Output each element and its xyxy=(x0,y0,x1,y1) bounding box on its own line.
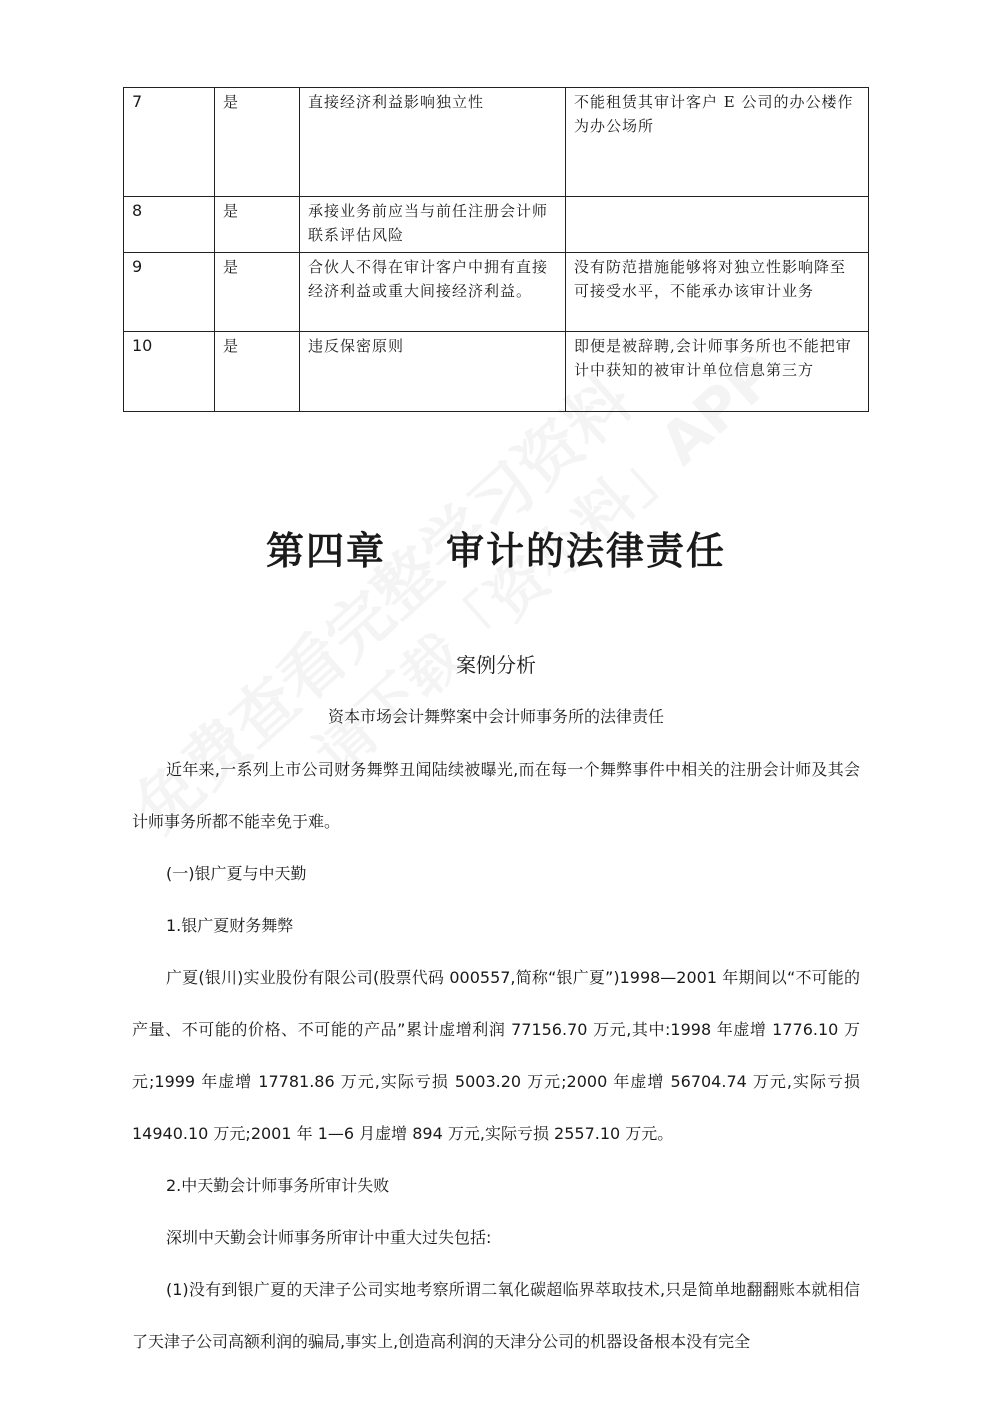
chapter-number: 第四章 xyxy=(265,529,386,573)
row-answer: 是 xyxy=(215,253,300,332)
paragraph: 深圳中天勤会计师事务所审计中重大过失包括: xyxy=(166,1228,492,1247)
row-advice: 没有防范措施能够将对独立性影响降至可接受水平，不能承办该审计业务 xyxy=(566,253,869,332)
row-reason: 承接业务前应当与前任注册会计师联系评估风险 xyxy=(300,197,566,253)
row-advice: 不能租赁其审计客户 E 公司的办公楼作为办公场所 xyxy=(566,88,869,197)
row-answer: 是 xyxy=(215,332,300,412)
row-advice xyxy=(566,197,869,253)
chapter-name: 审计的法律责任 xyxy=(446,529,727,573)
paragraph: 广夏(银川)实业股份有限公司(股票代码 000557,简称“银广夏”)1998—2001 年期间以“不可能的产量、不可能的价格、不可能的产品”累计虚增利润 77156.70 万元,其中:1998 年虚增 1776.10 万元;1999 年虚增 17781.86 万元,实际亏损 5003.20 万元;2000 年虚增 56704.74 万元,实际亏损 14940.10 万元;2001 年 1—6 月虚增 894 万元,实际亏损 2557.10 万元。 xyxy=(132,968,860,1143)
table-row xyxy=(124,332,869,412)
row-reason: 直接经济利益影响独立性 xyxy=(300,88,566,197)
section-subtitle: 资本市场会计舞弊案中会计师事务所的法律责任 xyxy=(327,707,664,726)
paragraph: 1.银广夏财务舞弊 xyxy=(166,916,294,935)
table-row xyxy=(124,88,869,197)
independence-table xyxy=(123,87,869,412)
row-reason: 合伙人不得在审计客户中拥有直接经济利益或重大间接经济利益。 xyxy=(300,253,566,332)
table-row xyxy=(124,253,869,332)
row-advice: 即便是被辞聘,会计师事务所也不能把审计中获知的被审计单位信息第三方 xyxy=(566,332,869,412)
row-answer: 是 xyxy=(215,197,300,253)
body-text xyxy=(132,744,860,1368)
paragraph: (1)没有到银广夏的天津子公司实地考察所谓二氧化碳超临界萃取技术,只是简单地翻翻账本就相信了天津子公司高额利润的骗局,事实上,创造高利润的天津分公司的机器设备根本没有完全 xyxy=(132,1280,860,1351)
chapter-title xyxy=(0,520,992,575)
row-answer: 是 xyxy=(215,88,300,197)
section-heading: 案例分析 xyxy=(456,653,536,677)
table-row xyxy=(124,197,869,253)
row-number: 10 xyxy=(124,332,215,412)
paragraph: 2.中天勤会计师事务所审计失败 xyxy=(166,1176,390,1195)
row-number: 9 xyxy=(124,253,215,332)
row-number: 7 xyxy=(124,88,215,197)
row-number: 8 xyxy=(124,197,215,253)
row-reason: 违反保密原则 xyxy=(300,332,566,412)
paragraph: (一)银广夏与中天勤 xyxy=(166,864,307,883)
paragraph: 近年来,一系列上市公司财务舞弊丑闻陆续被曝光,而在每一个舞弊事件中相关的注册会计师及其会计师事务所都不能幸免于难。 xyxy=(132,760,860,831)
